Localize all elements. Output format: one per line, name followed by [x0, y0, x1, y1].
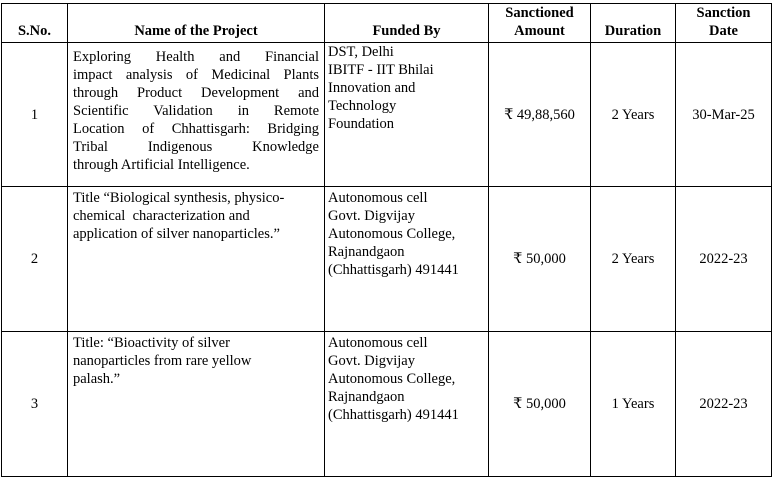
funded-line: Govt. Digvijay: [328, 353, 415, 369]
cell-funded-by: [325, 187, 489, 332]
cell-project-name: [68, 187, 325, 332]
cell-sno: 1: [2, 43, 68, 187]
cell-sno: 2: [2, 187, 68, 332]
funded-line: Autonomous cell: [328, 335, 428, 351]
cell-duration: 2 Years: [591, 43, 676, 187]
name-line: Location of Chhattisgarh: Bridging: [73, 121, 319, 137]
cell-project-name: [68, 332, 325, 477]
cell-project-name: [68, 43, 325, 187]
name-line: Exploring Health and Financial: [73, 49, 319, 65]
funded-line: IBITF - IIT Bhilai: [328, 62, 434, 78]
name-line: through Artificial Intelligence.: [73, 157, 250, 173]
funded-line: Autonomous College,: [328, 371, 456, 387]
projects-table: [1, 3, 772, 477]
table-row: [2, 43, 772, 187]
funded-line: Rajnandgaon: [328, 389, 405, 405]
name-line: nanoparticles from rare yellow: [73, 353, 252, 369]
header-date-line1: Sanction: [696, 5, 751, 21]
name-line: through Product Development and: [73, 85, 319, 101]
name-line: palash.”: [73, 371, 121, 387]
name-line: Title: “Bioactivity of silver: [73, 335, 230, 351]
table-row: [2, 332, 772, 477]
funded-line: Innovation and: [328, 80, 416, 96]
header-funded-by: Funded By: [325, 4, 489, 43]
funded-line: Technology: [328, 98, 397, 114]
table-row: [2, 187, 772, 332]
funded-line: Autonomous cell: [328, 190, 428, 206]
header-date-line2: Date: [709, 23, 738, 39]
name-line: Tribal Indigenous Knowledge: [73, 139, 319, 155]
cell-funded-by: [325, 332, 489, 477]
cell-duration: 1 Years: [591, 332, 676, 477]
name-line: impact analysis of Medicinal Plants: [73, 67, 319, 83]
funded-line: Rajnandgaon: [328, 244, 405, 260]
name-line: chemical characterization and: [73, 208, 250, 224]
cell-duration: 2 Years: [591, 187, 676, 332]
header-project-name: Name of the Project: [68, 4, 325, 43]
header-duration: Duration: [591, 4, 676, 43]
funded-line: DST, Delhi: [328, 44, 394, 60]
header-amount-line1: Sanctioned: [505, 5, 574, 21]
header-sno: S.No.: [2, 4, 68, 43]
funded-line: Govt. Digvijay: [328, 208, 415, 224]
name-line: Scientific Validation in Remote: [73, 103, 319, 119]
name-line: application of silver nanoparticles.”: [73, 226, 280, 242]
name-line: Title “Biological synthesis, physico-: [73, 190, 285, 206]
cell-amount: ₹ 50,000: [489, 332, 591, 477]
cell-date: 2022-23: [676, 187, 772, 332]
header-sanctioned-amount: [489, 4, 591, 43]
funded-line: (Chhattisgarh) 491441: [328, 407, 459, 423]
table-header-row: [2, 4, 772, 43]
cell-sno: 3: [2, 332, 68, 477]
cell-funded-by: [325, 43, 489, 187]
funded-line: (Chhattisgarh) 491441: [328, 262, 459, 278]
funded-line: Foundation: [328, 116, 395, 132]
cell-date: 2022-23: [676, 332, 772, 477]
header-sanction-date: [676, 4, 772, 43]
cell-date: 30-Mar-25: [676, 43, 772, 187]
cell-amount: ₹ 50,000: [489, 187, 591, 332]
cell-amount: ₹ 49,88,560: [489, 43, 591, 187]
funded-line: Autonomous College,: [328, 226, 456, 242]
header-amount-line2: Amount: [514, 23, 565, 39]
